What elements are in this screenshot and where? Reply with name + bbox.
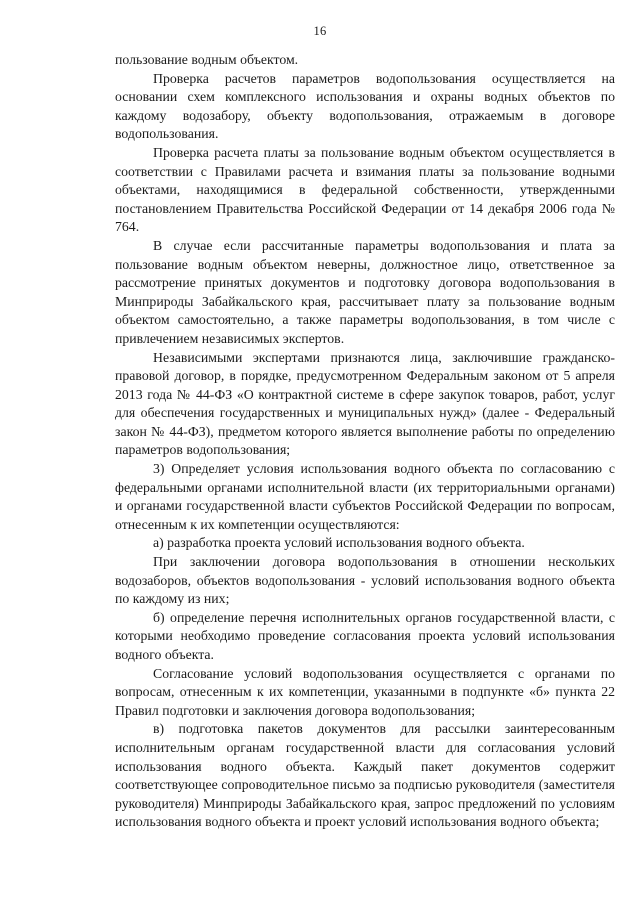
page-number: 16 [313,24,327,38]
paragraph-subitem-a: а) разработка проекта условий использования водного объекта. [153,535,525,551]
paragraph-incorrect-parameters: В случае если рассчитанные параметры водопользования и плата за пользование водным объектом неверны, должностное лицо, ответственное за рассмотрение принятых документов и подготовку договора водопользования в Минприроды Забайкальского края, рассчитывает плату за пользование водным объектом самостоятельно, а также параметры водопользования, в том числе с привлечением независимых экспертов. [115,237,615,346]
paragraph-independent-experts: Независимыми экспертами признаются лица, заключившие гражданско-правовой договор, в порядке, предусмотренном Федеральным законом от 5 апреля 2013 года № 44-ФЗ «О контрактной системе в сфере закупок товаров, работ, услуг для обеспечения государственных и муниципальных нужд» (далее - Федеральный закон № 44-ФЗ), предметом которого является выполнение работы по определению параметров водопользования; [115,349,615,458]
paragraph-subitem-b: б) определение перечня исполнительных органов государственной власти, с которыми необходимо проведение согласования проекта условий использования водного объекта. [115,609,615,662]
paragraph-item-3-conditions: 3) Определяет условия использования водного объекта по согласованию с федеральными органами исполнительной власти (их территориальными органами) и органами государственной власти субъектов Российской Федерации по вопросам, отнесенным к их компетенции осуществляются: [115,461,615,532]
paragraph-multiple-intakes: При заключении договора водопользования в отношении нескольких водозаборов, объектов водопользования - условий использования водного объекта по каждому из них; [115,554,615,607]
paragraph-verification-parameters: Проверка расчетов параметров водопользования осуществляется на основании схем комплексного использования и охраны водных объектов по каждому водозабору, объекту водопользования, отражаемым в договоре водопользования. [115,70,615,142]
paragraph-subitem-v: в) подготовка пакетов документов для рассылки заинтересованным исполнительным органам государственной власти для согласования условий использования водного объекта. Каждый пакет документов содержит соответствующее сопроводительное письмо за подписью руководителя (заместителя руководителя) Минприроды Забайкальского края, запрос предложений по условиям использования водного объекта и проект условий использования водного объекта; [115,721,615,830]
document-body [115,51,615,832]
paragraph-continuation: пользование водным объектом. [115,52,299,67]
paragraph-verification-fee: Проверка расчета платы за пользование водным объектом осуществляется в соответствии с Правилами расчета и взимания платы за пользование водными объектами, находящимися в федеральной собственности, утвержденными постановлением Правительства Российской Федерации от 14 декабря 2006 года № 764. [115,144,615,235]
paragraph-approval-conditions: Согласование условий водопользования осуществляется с органами по вопросам, отнесенным к их компетенции, указанными в подпункте «б» пункта 22 Правил подготовки и заключения договора водопользования; [115,665,615,718]
